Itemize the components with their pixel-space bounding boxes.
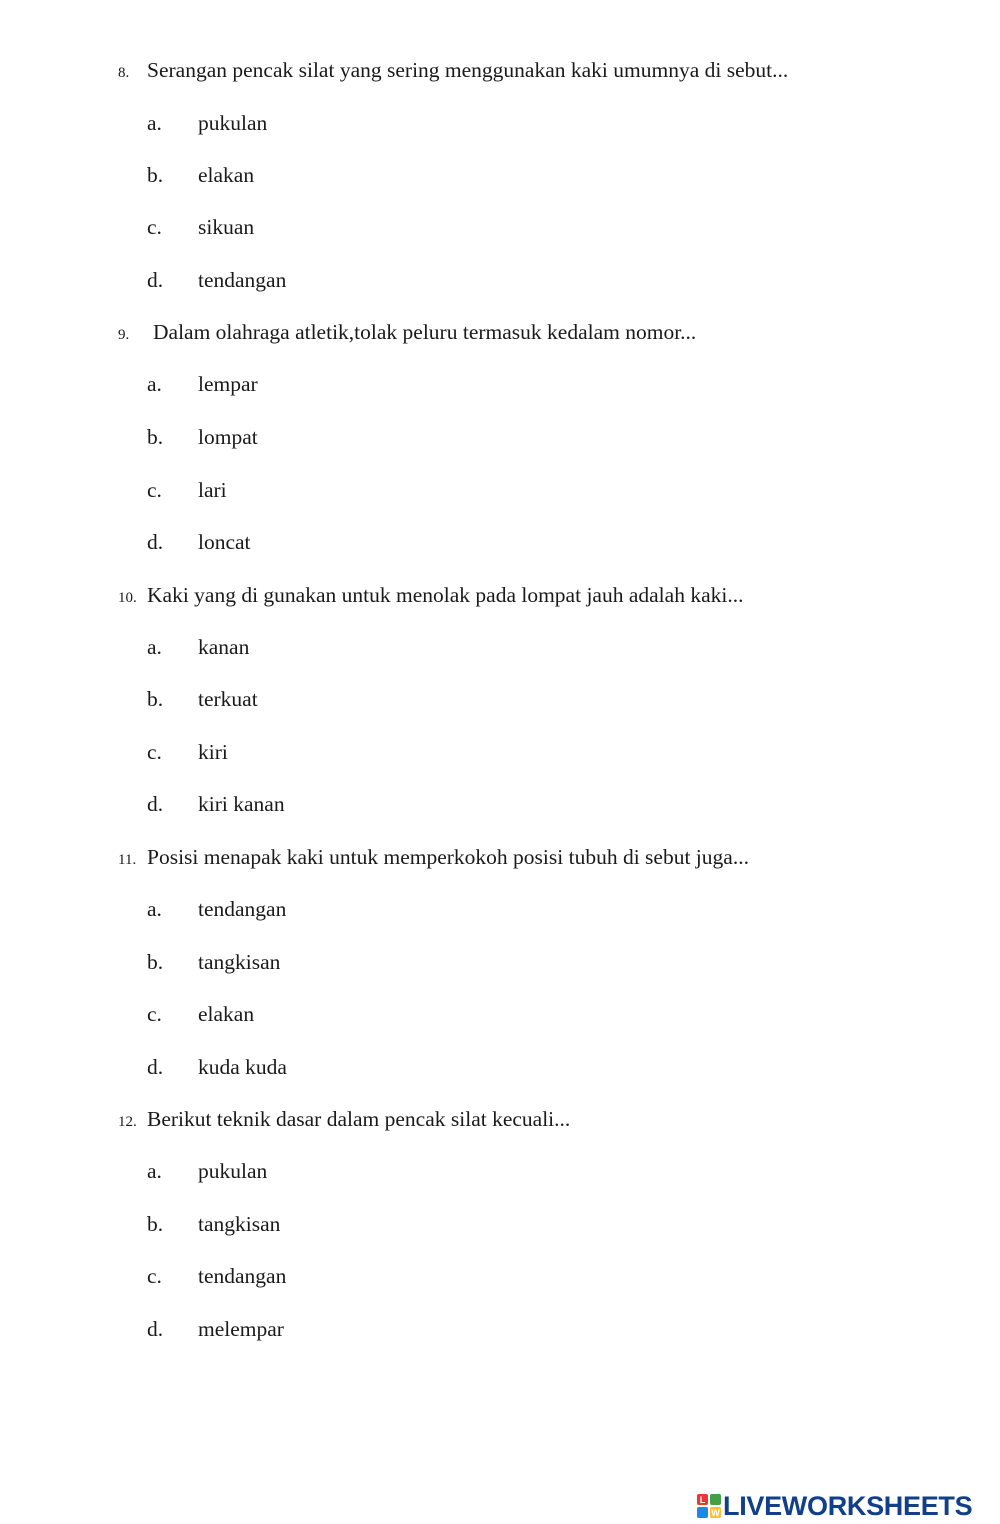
option-text: loncat (198, 530, 251, 554)
option-8a (147, 111, 267, 136)
option-text: tendangan (198, 1264, 287, 1288)
option-text: kanan (198, 635, 250, 659)
option-letter: b. (147, 425, 164, 449)
question-number: 12. (118, 1114, 137, 1130)
option-8b (147, 163, 254, 188)
option-text: sikuan (198, 215, 255, 239)
question-text: Kaki yang di gunakan untuk menolak pada lompat jauh adalah kaki... (147, 583, 744, 607)
liveworksheets-logo-icon (697, 1494, 721, 1518)
option-text: terkuat (198, 687, 258, 711)
option-text: kiri (198, 740, 228, 764)
option-letter: d. (147, 1317, 164, 1341)
question-text: Posisi menapak kaki untuk memperkokoh posisi tubuh di sebut juga... (147, 845, 749, 869)
option-letter: a. (147, 111, 162, 135)
option-12a (147, 1159, 267, 1184)
question-text: Dalam olahraga atletik,tolak peluru termasuk kedalam nomor... (153, 320, 697, 344)
option-8c (147, 215, 254, 240)
option-10b (147, 687, 258, 712)
option-10d (147, 792, 285, 817)
option-letter: c. (147, 215, 162, 239)
option-letter: b. (147, 163, 164, 187)
option-letter: c. (147, 1264, 162, 1288)
option-text: melempar (198, 1317, 284, 1341)
option-letter: a. (147, 897, 162, 921)
option-letter: b. (147, 950, 164, 974)
question-text: Berikut teknik dasar dalam pencak silat kecuali... (147, 1107, 571, 1131)
question-number: 9. (118, 327, 130, 343)
option-12b (147, 1212, 280, 1237)
option-text: tendangan (198, 268, 287, 292)
option-text: lompat (198, 425, 258, 449)
question-number: 8. (118, 65, 130, 81)
option-letter: b. (147, 1212, 164, 1236)
question-8 (118, 58, 788, 83)
option-9c (147, 478, 227, 503)
question-10 (118, 583, 743, 608)
option-text: kuda kuda (198, 1055, 287, 1079)
option-11c (147, 1002, 254, 1027)
question-text: Serangan pencak silat yang sering menggunakan kaki umumnya di sebut... (147, 58, 789, 82)
option-11a (147, 897, 286, 922)
option-12d (147, 1317, 284, 1342)
option-letter: d. (147, 268, 164, 292)
option-letter: d. (147, 1055, 164, 1079)
option-letter: c. (147, 478, 162, 502)
option-text: pukulan (198, 1159, 268, 1183)
option-text: kiri kanan (198, 792, 285, 816)
question-number: 10. (118, 590, 137, 606)
option-letter: a. (147, 1159, 162, 1183)
option-11d (147, 1055, 287, 1080)
option-text: lempar (198, 372, 258, 396)
option-text: tendangan (198, 897, 287, 921)
option-letter: d. (147, 530, 164, 554)
option-text: elakan (198, 1002, 255, 1026)
option-10c (147, 740, 228, 765)
question-11 (118, 845, 749, 870)
option-text: elakan (198, 163, 255, 187)
question-12 (118, 1107, 570, 1132)
option-letter: b. (147, 687, 164, 711)
option-text: tangkisan (198, 950, 281, 974)
svg-text:W: W (711, 1508, 720, 1518)
brand-name: LIVEWORKSHEETS (723, 1490, 973, 1521)
question-number: 11. (118, 852, 137, 868)
svg-text:L: L (699, 1495, 706, 1505)
option-8d (147, 268, 286, 293)
option-11b (147, 950, 280, 975)
option-letter: d. (147, 792, 164, 816)
option-text: pukulan (198, 111, 268, 135)
option-9d (147, 530, 251, 555)
option-text: lari (198, 478, 227, 502)
option-letter: a. (147, 635, 162, 659)
option-10a (147, 635, 249, 660)
option-9b (147, 425, 258, 450)
option-letter: c. (147, 740, 162, 764)
liveworksheets-brand (697, 1488, 972, 1524)
option-text: tangkisan (198, 1212, 281, 1236)
option-letter: c. (147, 1002, 162, 1026)
question-9 (118, 320, 696, 345)
option-letter: a. (147, 372, 162, 396)
option-12c (147, 1264, 286, 1289)
option-9a (147, 372, 258, 397)
